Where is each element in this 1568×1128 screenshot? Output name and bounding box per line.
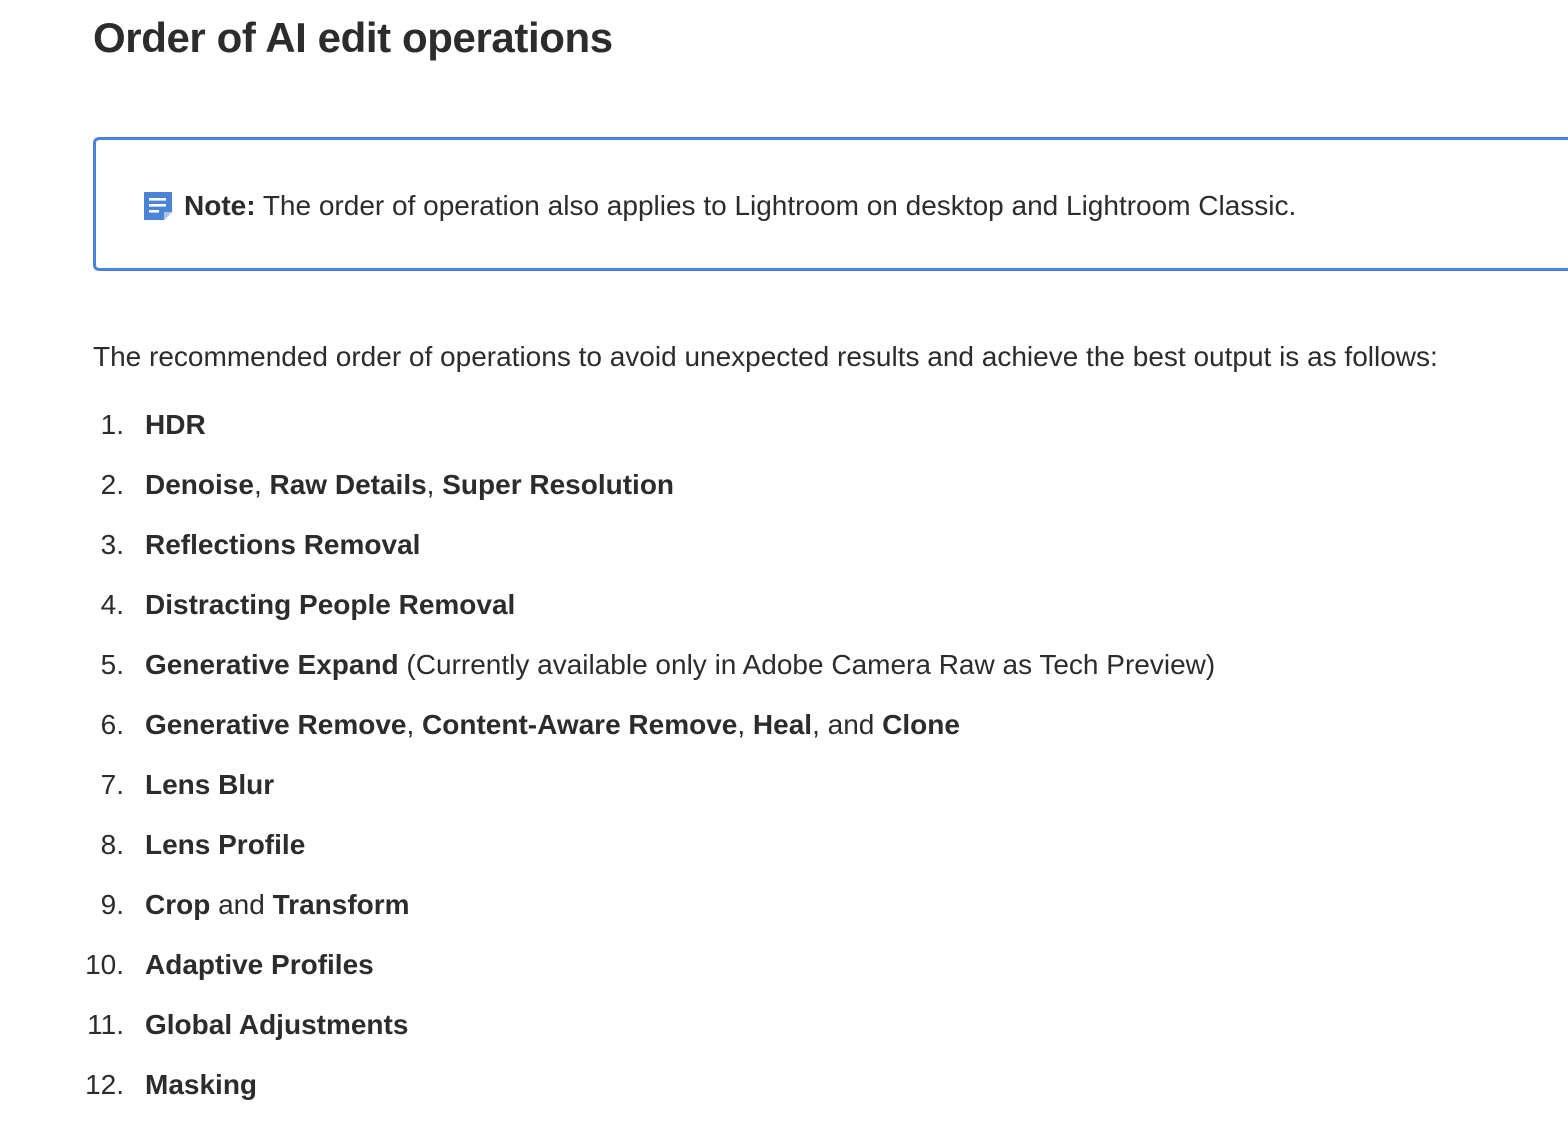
- list-item-number: 3.: [100, 529, 124, 560]
- feature-name: Raw Details: [269, 469, 427, 500]
- list-item-text: [145, 881, 410, 929]
- feature-name: Distracting People Removal: [145, 589, 516, 620]
- list-item-number: 12.: [85, 1069, 124, 1100]
- feature-name: Crop: [145, 889, 211, 920]
- feature-name: Masking: [145, 1069, 258, 1100]
- list-item-text: [145, 761, 274, 809]
- list-item-connector: , and: [812, 709, 883, 740]
- list-item-number: 7.: [100, 769, 124, 800]
- feature-name: Adaptive Profiles: [145, 949, 374, 980]
- list-item-number: 11.: [87, 1009, 124, 1040]
- list-item-number: 4.: [100, 589, 124, 620]
- list-item-number: 1.: [100, 409, 124, 440]
- list-item-text: [145, 1061, 257, 1109]
- list-item-number: 9.: [100, 889, 124, 920]
- feature-name: Content-Aware Remove: [422, 709, 738, 740]
- list-item-connector: and: [210, 889, 273, 920]
- list-item-connector: ,: [253, 469, 270, 500]
- list-item-connector: ,: [426, 469, 443, 500]
- feature-name: Denoise: [145, 469, 254, 500]
- feature-name: Generative Remove: [145, 709, 407, 740]
- list-item-text: [145, 941, 374, 989]
- list-item-number: 8.: [100, 829, 124, 860]
- feature-name: Clone: [882, 709, 960, 740]
- feature-name: Global Adjustments: [145, 1009, 409, 1040]
- list-item-text: [145, 1001, 408, 1049]
- note-callout: [93, 137, 1568, 271]
- list-item-text: [145, 641, 1215, 689]
- feature-name: Heal: [752, 709, 813, 740]
- feature-name: Transform: [272, 889, 410, 920]
- list-item-text: [145, 701, 960, 749]
- list-item-number: 10.: [85, 949, 124, 980]
- feature-name: Lens Profile: [145, 829, 306, 860]
- page-title: Order of AI edit operations: [93, 14, 613, 61]
- list-item-number: 2.: [100, 469, 124, 500]
- note-text: [184, 189, 1296, 223]
- note-label: Note:: [184, 190, 256, 221]
- list-item-number: 5.: [100, 649, 124, 680]
- list-item-text: [145, 521, 420, 569]
- list-item-number: 6.: [100, 709, 124, 740]
- feature-name: Lens Blur: [145, 769, 275, 800]
- list-item-text: [145, 581, 515, 629]
- list-item-text: [145, 401, 206, 449]
- list-item-connector: (Currently available only in Adobe Camera Raw as Tech Preview): [398, 649, 1216, 680]
- feature-name: Super Resolution: [442, 469, 675, 500]
- list-item-connector: ,: [737, 709, 753, 740]
- intro-paragraph: The recommended order of operations to avoid unexpected results and achieve the best output is as follows:: [93, 341, 1438, 372]
- list-item-connector: ,: [406, 709, 423, 740]
- feature-name: Reflections Removal: [145, 529, 421, 560]
- list-item-text: [145, 821, 305, 869]
- feature-name: HDR: [145, 409, 206, 440]
- list-item-text: [145, 461, 674, 509]
- note-body: The order of operation also applies to Lightroom on desktop and Lightroom Classic.: [255, 190, 1297, 221]
- feature-name: Generative Expand: [145, 649, 399, 680]
- note-icon: [142, 190, 174, 222]
